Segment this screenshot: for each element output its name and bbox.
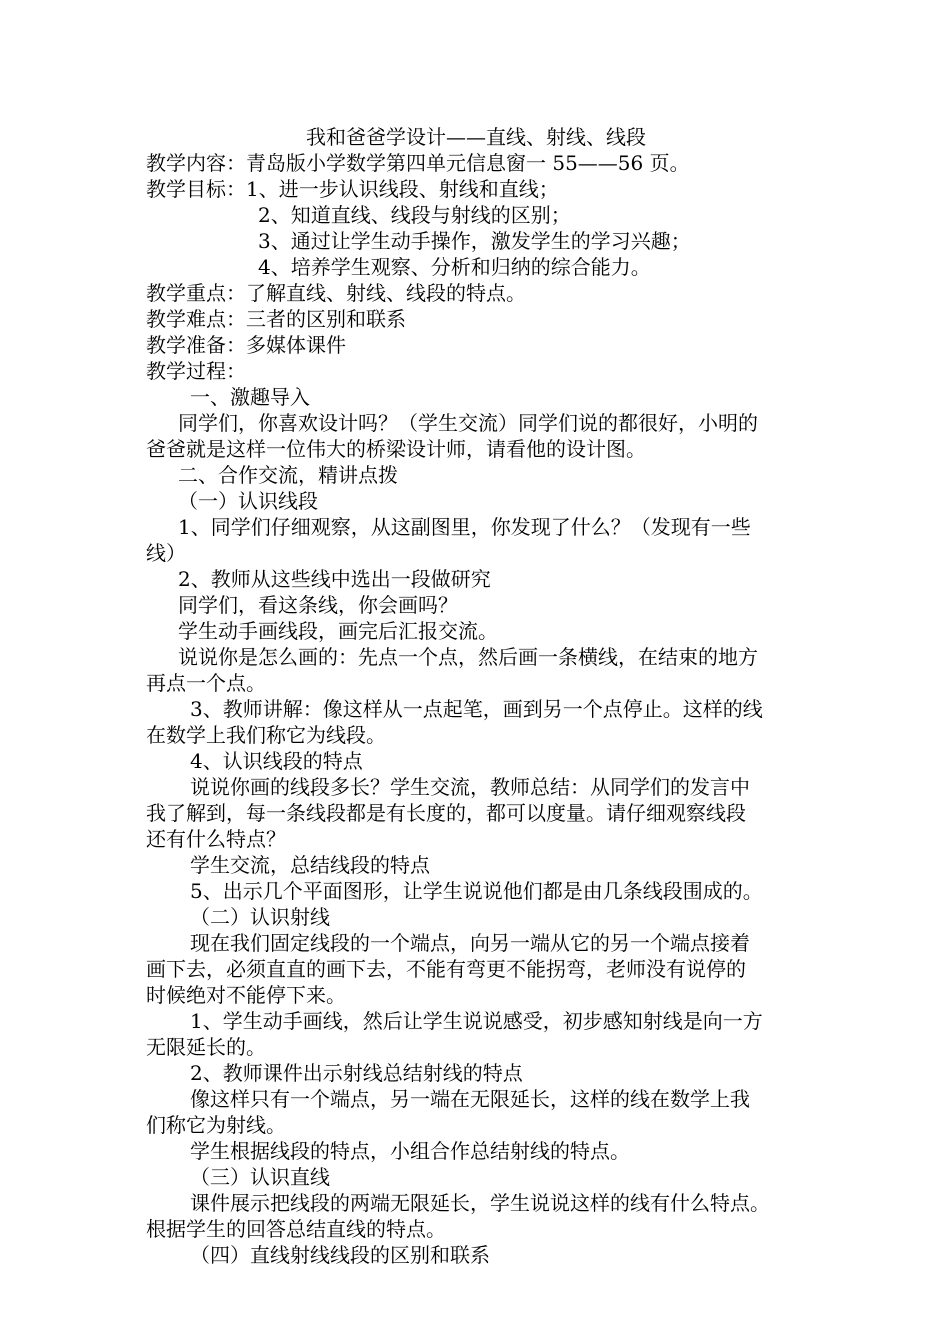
text-line: 说说你画的线段多长？学生交流，教师总结：从同学们的发言中 <box>190 775 750 799</box>
text-line: 同学们，看这条线，你会画吗？ <box>178 593 458 617</box>
text-line: （四）直线射线线段的区别和联系 <box>190 1243 490 1267</box>
text-line: 2、教师从这些线中选出一段做研究 <box>178 567 491 591</box>
text-line: 1、学生动手画线，然后让学生说说感受，初步感知射线是向一方 <box>190 1009 763 1033</box>
text-line: 同学们，你喜欢设计吗？（学生交流）同学们说的都很好，小明的 <box>178 411 758 435</box>
text-line: 根据学生的回答总结直线的特点。 <box>146 1217 446 1241</box>
document-title: 我和爸爸学设计——直线、射线、线段 <box>306 125 646 149</box>
text-line: 教学过程： <box>146 359 246 383</box>
text-line: 2、教师课件出示射线总结射线的特点 <box>190 1061 523 1085</box>
text-line: 时候绝对不能停下来。 <box>146 983 346 1007</box>
text-line: 无限延长的。 <box>146 1035 266 1059</box>
text-line: 画下去，必须直直的画下去，不能有弯更不能拐弯，老师没有说停的 <box>146 957 746 981</box>
text-line: 线） <box>146 541 186 565</box>
text-line: 5、出示几个平面图形，让学生说说他们都是由几条线段围成的。 <box>190 879 763 903</box>
text-line: 二、合作交流，精讲点拨 <box>178 463 398 487</box>
text-line: 一、激趣导入 <box>190 385 310 409</box>
text-line: 1、同学们仔细观察，从这副图里，你发现了什么？（发现有一些 <box>178 515 751 539</box>
text-line: （三）认识直线 <box>190 1165 330 1189</box>
text-line: （一）认识线段 <box>178 489 318 513</box>
text-line: 学生动手画线段，画完后汇报交流。 <box>178 619 498 643</box>
text-line: 2、知道直线、线段与射线的区别； <box>258 203 571 227</box>
text-line: 教学目标：1、进一步认识线段、射线和直线； <box>146 177 559 201</box>
text-line: 在数学上我们称它为线段。 <box>146 723 386 747</box>
text-line: 还有什么特点？ <box>146 827 286 851</box>
text-line: （二）认识射线 <box>190 905 330 929</box>
text-line: 爸爸就是这样一位伟大的桥梁设计师，请看他的设计图。 <box>146 437 646 461</box>
text-line: 教学准备：多媒体课件 <box>146 333 346 357</box>
text-line: 说说你是怎么画的：先点一个点，然后画一条横线，在结束的地方 <box>178 645 758 669</box>
text-line: 3、通过让学生动手操作，激发学生的学习兴趣； <box>258 229 691 253</box>
text-line: 学生交流，总结线段的特点 <box>190 853 430 877</box>
text-line: 课件展示把线段的两端无限延长，学生说说这样的线有什么特点。 <box>190 1191 770 1215</box>
text-line: 4、培养学生观察、分析和归纳的综合能力。 <box>258 255 651 279</box>
text-line: 教学难点：三者的区别和联系 <box>146 307 406 331</box>
text-line: 3、教师讲解：像这样从一点起笔，画到另一个点停止。这样的线 <box>190 697 763 721</box>
text-line: 教学内容：青岛版小学数学第四单元信息窗一 55——56 页。 <box>146 151 690 175</box>
text-line: 学生根据线段的特点，小组合作总结射线的特点。 <box>190 1139 630 1163</box>
text-line: 现在我们固定线段的一个端点，向另一端从它的另一个端点接着 <box>190 931 750 955</box>
text-line: 教学重点：了解直线、射线、线段的特点。 <box>146 281 526 305</box>
text-line: 像这样只有一个端点，另一端在无限延长，这样的线在数学上我 <box>190 1087 750 1111</box>
text-line: 我了解到，每一条线段都是有长度的，都可以度量。请仔细观察线段 <box>146 801 746 825</box>
text-line: 们称它为射线。 <box>146 1113 286 1137</box>
text-line: 再点一个点。 <box>146 671 266 695</box>
text-line: 4、认识线段的特点 <box>190 749 363 773</box>
